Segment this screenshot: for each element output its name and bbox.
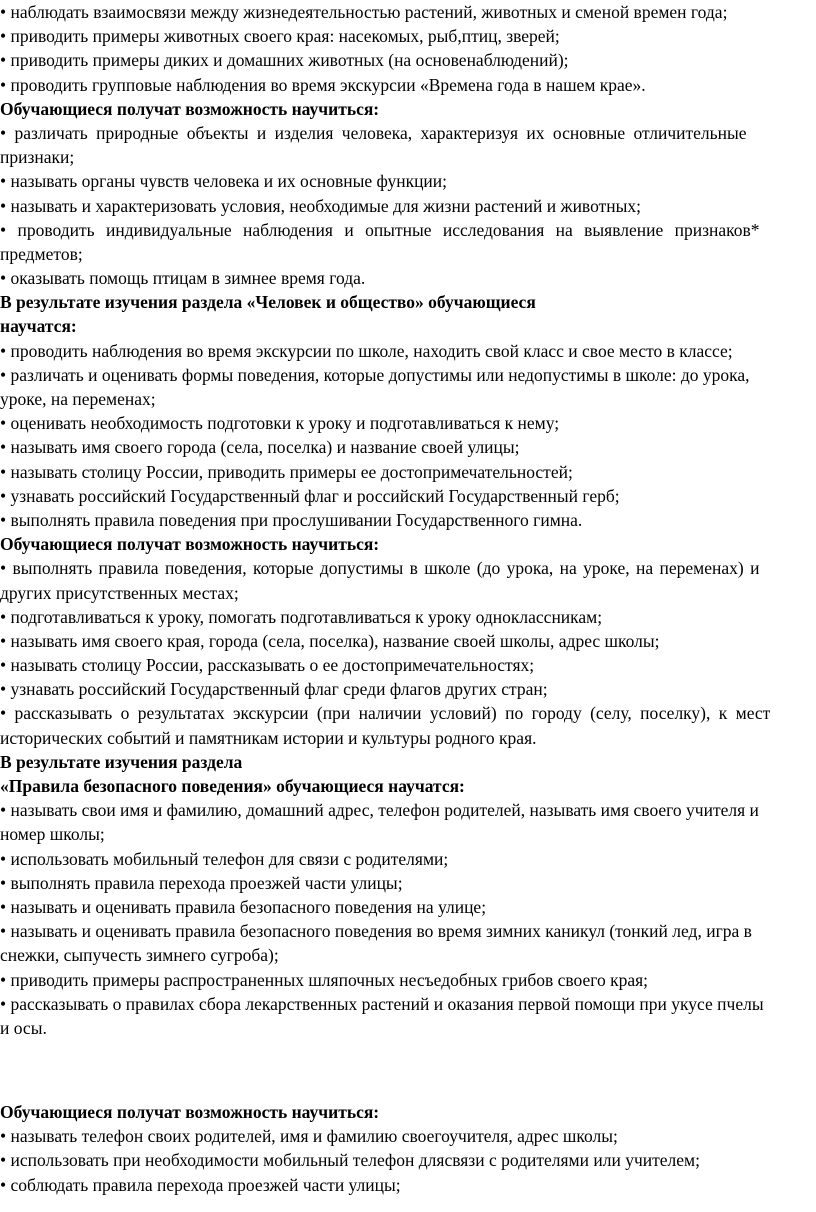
- list-item: • называть и характеризовать условия, необходимые для жизни растений и животных;: [0, 195, 641, 216]
- list-item: • узнавать российский Государственный флаг и российский Государственный герб;: [0, 485, 620, 506]
- list-item: • выполнять правила поведения при прослушивании Государственного гимна.: [0, 509, 583, 530]
- list-item: • соблюдать правила перехода проезжей части улицы;: [0, 1174, 401, 1195]
- list-item: • называть свои имя и фамилию, домашний адрес, телефон родителей, называть имя своего учителя и: [0, 800, 759, 821]
- list-item: • рассказывать о правилах сбора лекарственных растений и оказания первой помощи при укусе пчелы: [0, 993, 764, 1014]
- list-item: • использовать мобильный телефон для связи с родителями;: [0, 848, 449, 869]
- list-item: • называть и оценивать правила безопасного поведения во время зимних каникул (тонкий лед, игра в: [0, 921, 752, 942]
- list-item-continuation: исторических событий и памятникам истории и культуры родного края.: [0, 727, 537, 748]
- list-item: • проводить групповые наблюдения во время экскурсии «Времена года в нашем крае».: [0, 74, 646, 95]
- list-item: • называть имя своего города (села, поселка) и название своей улицы;: [0, 437, 520, 458]
- section-heading: «Правила безопасного поведения» обучающиеся научатся:: [0, 776, 465, 796]
- list-item-continuation: других присутственных местах;: [0, 582, 239, 603]
- list-item-continuation: номер школы;: [0, 824, 105, 845]
- list-item: • различать природные объекты и изделия человека, характеризуя их основные отличительные: [0, 122, 747, 143]
- list-item-continuation: и осы.: [0, 1017, 47, 1038]
- blank-space: [0, 1040, 816, 1100]
- list-item: • подготавливаться к уроку, помогать подготавливаться к уроку одноклассникам;: [0, 606, 603, 627]
- list-item: • называть и оценивать правила безопасного поведения на улице;: [0, 896, 487, 917]
- list-item: • проводить наблюдения во время экскурсии по школе, находить свой класс и свое место в классе;: [0, 340, 733, 361]
- list-item: • называть столицу России, приводить примеры ее достопримечательностей;: [0, 461, 573, 482]
- section-heading: Обучающиеся получат возможность научиться:: [0, 98, 380, 119]
- list-item-continuation: предметов;: [0, 243, 83, 264]
- list-item: • использовать при необходимости мобильный телефон длясвязи с родителями или учителем;: [0, 1150, 700, 1171]
- list-item: • называть телефон своих родителей, имя и фамилию своегоучителя, адрес школы;: [0, 1126, 618, 1147]
- list-item: • называть имя своего края, города (села, поселка), название своей школы, адрес школы;: [0, 630, 660, 651]
- list-item-continuation: уроке, на переменах;: [0, 389, 156, 409]
- list-item: • выполнять правила перехода проезжей части улицы;: [0, 872, 403, 893]
- list-item: • называть столицу России, рассказывать о ее достопримечательностях;: [0, 655, 535, 676]
- list-item: • выполнять правила поведения, которые допустимы в школе (до урока, на уроке, на переменах) и: [0, 558, 760, 579]
- list-item: • называть органы чувств человека и их основные функции;: [0, 171, 448, 192]
- section-heading: Обучающиеся получат возможность научиться:: [0, 534, 380, 555]
- list-item: • приводить примеры животных своего края: насекомых, рыб,птиц, зверей;: [0, 26, 560, 47]
- section-heading: В результате изучения раздела: [0, 751, 243, 772]
- list-item: • рассказывать о результатах экскурсии (при наличии условий) по городу (селу, поселку), к мест: [0, 703, 771, 724]
- list-item-continuation: признаки;: [0, 147, 75, 168]
- list-item-continuation: снежки, сыпучесть зимнего сугроба);: [0, 945, 279, 966]
- section-heading: Обучающиеся получат возможность научиться:: [0, 1102, 380, 1123]
- list-item: • наблюдать взаимосвязи между жизнедеятельностью растений, животных и сменой времен года;: [0, 2, 728, 22]
- list-item: • узнавать российский Государственный флаг среди флагов других стран;: [0, 679, 548, 700]
- list-item: • оказывать помощь птицам в зимнее время года.: [0, 268, 366, 289]
- list-item: • различать и оценивать формы поведения, которые допустимы или недопустимы в школе: до урока,: [0, 364, 750, 385]
- list-item: • приводить примеры распространенных шляпочных несъедобных грибов своего края;: [0, 969, 649, 990]
- section-heading: В результате изучения раздела «Человек и общество» обучающиеся: [0, 292, 536, 313]
- section-heading: научатся:: [0, 316, 77, 337]
- list-item: • проводить индивидуальные наблюдения и опытные исследования на выявление признаков*: [0, 219, 760, 240]
- list-item: • оценивать необходимость подготовки к уроку и подготавливаться к нему;: [0, 413, 560, 434]
- list-item: • приводить примеры диких и домашних животных (на основенаблюдений);: [0, 50, 569, 71]
